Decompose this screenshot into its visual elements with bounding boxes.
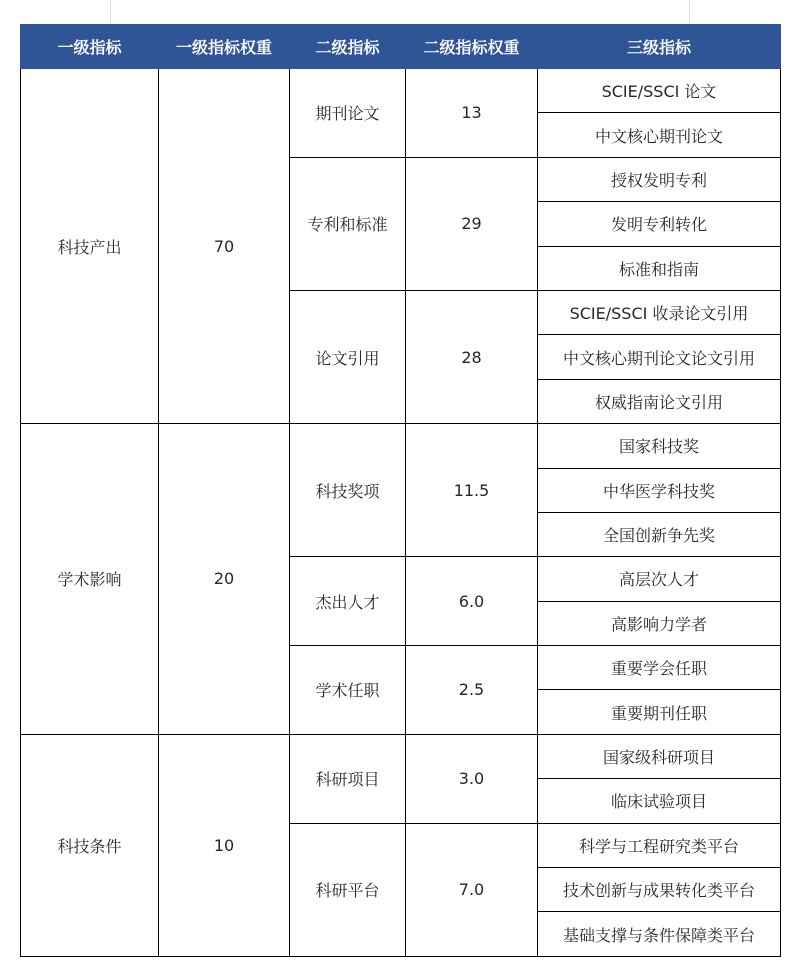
table-row xyxy=(21,734,781,778)
level3-cell: 权威指南论文引用 xyxy=(538,379,781,423)
level2-weight-cell: 3.0 xyxy=(406,734,538,823)
level1-cell: 学术影响 xyxy=(21,424,159,735)
header-level3-indicator: 三级指标 xyxy=(538,25,781,69)
level2-weight-cell: 29 xyxy=(406,157,538,290)
header-row xyxy=(21,25,781,69)
level3-cell: 临床试验项目 xyxy=(538,779,781,823)
level3-cell: 中文核心期刊论文 xyxy=(538,113,781,157)
level2-cell: 科研项目 xyxy=(290,734,406,823)
level3-cell: 全国创新争先奖 xyxy=(538,512,781,556)
guide-line-left xyxy=(110,0,111,24)
level3-cell: 高层次人才 xyxy=(538,557,781,601)
level2-cell: 期刊论文 xyxy=(290,69,406,158)
header-level1-weight: 一级指标权重 xyxy=(159,25,290,69)
level1-weight-cell: 70 xyxy=(159,69,290,424)
level1-cell: 科技条件 xyxy=(21,734,159,956)
guide-line-right xyxy=(689,0,690,24)
level2-cell: 论文引用 xyxy=(290,290,406,423)
level3-cell: 国家级科研项目 xyxy=(538,734,781,778)
level2-weight-cell: 13 xyxy=(406,69,538,158)
level2-weight-cell: 7.0 xyxy=(406,823,538,956)
level3-cell: 国家科技奖 xyxy=(538,424,781,468)
level2-weight-cell: 6.0 xyxy=(406,557,538,646)
level3-cell: 发明专利转化 xyxy=(538,202,781,246)
level3-cell: 技术创新与成果转化类平台 xyxy=(538,868,781,912)
header-level1-indicator: 一级指标 xyxy=(21,25,159,69)
level2-cell: 科技奖项 xyxy=(290,424,406,557)
level3-cell: SCIE/SSCI 收录论文引用 xyxy=(538,290,781,334)
level2-cell: 杰出人才 xyxy=(290,557,406,646)
header-level2-weight: 二级指标权重 xyxy=(406,25,538,69)
level3-cell: 科学与工程研究类平台 xyxy=(538,823,781,867)
level1-weight-cell: 10 xyxy=(159,734,290,956)
level2-cell: 学术任职 xyxy=(290,646,406,735)
level2-cell: 科研平台 xyxy=(290,823,406,956)
level2-cell: 专利和标准 xyxy=(290,157,406,290)
level1-cell: 科技产出 xyxy=(21,69,159,424)
level2-weight-cell: 11.5 xyxy=(406,424,538,557)
level3-cell: 标准和指南 xyxy=(538,246,781,290)
level3-cell: 重要学会任职 xyxy=(538,646,781,690)
table-row xyxy=(21,69,781,113)
level3-cell: 重要期刊任职 xyxy=(538,690,781,734)
level2-weight-cell: 28 xyxy=(406,290,538,423)
header-level2-indicator: 二级指标 xyxy=(290,25,406,69)
level3-cell: 基础支撑与条件保障类平台 xyxy=(538,912,781,956)
level2-weight-cell: 2.5 xyxy=(406,646,538,735)
level1-weight-cell: 20 xyxy=(159,424,290,735)
table-row xyxy=(21,424,781,468)
level3-cell: 高影响力学者 xyxy=(538,601,781,645)
level3-cell: 中文核心期刊论文论文引用 xyxy=(538,335,781,379)
indicator-table xyxy=(20,24,781,957)
level3-cell: SCIE/SSCI 论文 xyxy=(538,69,781,113)
level3-cell: 授权发明专利 xyxy=(538,157,781,201)
level3-cell: 中华医学科技奖 xyxy=(538,468,781,512)
